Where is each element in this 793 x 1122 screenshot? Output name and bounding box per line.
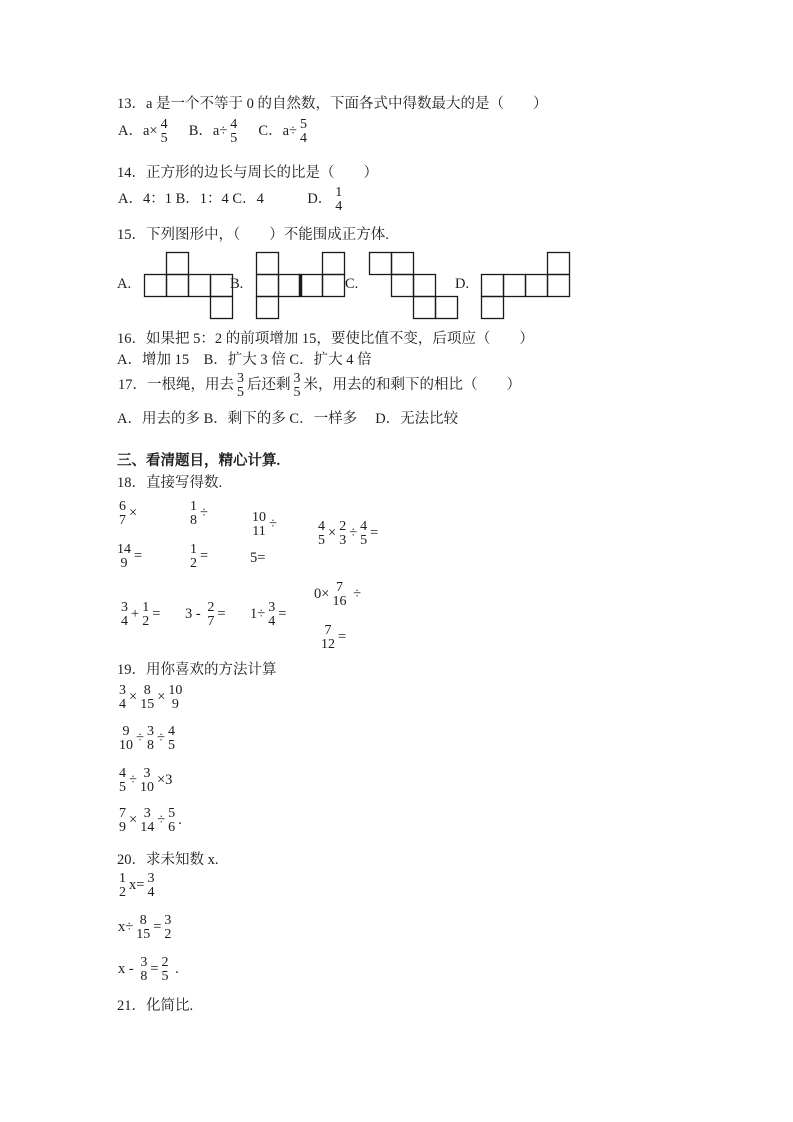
fraction-denominator: 14 — [140, 819, 155, 835]
question-13-options — [117, 118, 309, 145]
fraction — [138, 684, 156, 711]
fraction-numerator: 8 — [139, 913, 147, 928]
fraction-numerator: 9 — [122, 724, 130, 739]
math-text: + — [131, 606, 140, 622]
fraction — [117, 872, 128, 899]
fraction — [117, 725, 135, 752]
fraction — [117, 767, 128, 794]
fraction-numerator: 3 — [140, 955, 148, 970]
net-option-label-b: B. — [230, 276, 244, 292]
fraction — [117, 500, 128, 527]
net-cell — [370, 253, 392, 275]
fraction-denominator: 4 — [335, 198, 343, 214]
fraction-numerator: 10 — [168, 683, 183, 698]
q18-expression-9 — [119, 601, 161, 628]
fraction-numerator: 4 — [230, 117, 238, 132]
fraction-numerator: 4 — [119, 766, 126, 781]
fraction-denominator: 8 — [146, 737, 154, 753]
fraction-numerator: 7 — [335, 580, 343, 595]
fraction-numerator: 7 — [324, 623, 332, 638]
math-text: = — [338, 629, 347, 645]
net-option-label-d: D. — [455, 276, 470, 292]
fraction — [337, 520, 348, 547]
fraction — [117, 807, 128, 834]
question-18-title: 18．直接写得数. — [117, 475, 223, 491]
question-16-stem: 16．如果把 5：2 的前项增加 15，要使比值不变，后项应（ ） — [117, 331, 534, 347]
fraction — [266, 601, 277, 628]
fraction — [250, 511, 268, 538]
fraction — [145, 872, 156, 899]
math-text: x - — [118, 961, 138, 977]
fraction — [138, 807, 156, 834]
fraction-numerator: 3 — [119, 683, 126, 698]
fraction-numerator: 2 — [339, 519, 347, 534]
net-cell — [414, 275, 436, 297]
cube-net-diagram-b — [255, 251, 347, 321]
fraction-numerator: 4 — [360, 519, 368, 534]
fraction — [115, 543, 133, 570]
fraction — [188, 500, 199, 527]
net-cell — [301, 275, 323, 297]
question-16-options: A．增加 15 B．扩大 3 倍 C．扩大 4 倍 — [117, 352, 372, 368]
math-text: × — [129, 689, 138, 705]
math-text: = — [278, 606, 287, 622]
fraction — [117, 684, 128, 711]
fraction-denominator: 10 — [119, 737, 133, 753]
fraction-numerator: 4 — [160, 117, 168, 132]
math-text: × — [129, 505, 138, 521]
q18-expression-4 — [316, 520, 379, 547]
fraction — [188, 543, 199, 570]
fraction-numerator: 8 — [143, 683, 151, 698]
fraction-denominator: 9 — [120, 555, 128, 571]
math-text: 5= — [250, 550, 266, 566]
math-text: ÷ — [349, 586, 362, 602]
math-text: ÷ — [157, 812, 166, 828]
fraction-numerator: 4 — [167, 724, 175, 739]
fraction — [319, 624, 337, 651]
fraction-numerator: 4 — [318, 519, 325, 534]
q19-expression-4 — [117, 807, 183, 834]
net-cell — [548, 275, 570, 297]
fraction-denominator: 11 — [252, 523, 266, 539]
fraction-denominator: 5 — [293, 384, 301, 400]
math-text: ÷ — [200, 505, 208, 521]
fraction-numerator: 1 — [190, 499, 197, 514]
math-text: x= — [129, 877, 145, 893]
fraction — [138, 956, 149, 983]
math-text: ÷ — [269, 516, 277, 532]
math-text: × — [328, 525, 337, 541]
fraction — [228, 118, 239, 145]
net-cell — [392, 275, 414, 297]
q20-equation-3 — [117, 956, 180, 983]
fraction-denominator: 15 — [136, 926, 151, 942]
net-cell — [257, 253, 279, 275]
math-text: ×3 — [156, 772, 173, 788]
fraction-denominator: 12 — [321, 636, 335, 652]
math-text: = — [200, 548, 209, 564]
q19-expression-3 — [117, 767, 173, 794]
fraction-denominator: 5 — [161, 968, 169, 984]
fraction-denominator: 9 — [171, 696, 179, 712]
fraction-numerator: 7 — [119, 806, 126, 821]
fraction — [316, 520, 327, 547]
fraction — [159, 118, 170, 145]
fraction — [145, 725, 156, 752]
question-20-title: 20．求未知数 x. — [117, 852, 219, 868]
question-21-title: 21．化简比. — [117, 998, 194, 1014]
fraction-denominator: 6 — [168, 819, 176, 835]
fraction-numerator: 1 — [335, 185, 343, 200]
net-cell — [482, 297, 504, 319]
fraction — [160, 956, 171, 983]
math-text: A．4：1 B．1：4 C．4 D． — [118, 191, 333, 207]
fraction-denominator: 15 — [140, 696, 155, 712]
fraction-numerator: 3 — [147, 871, 155, 886]
fraction — [298, 118, 309, 145]
net-cell — [257, 297, 279, 319]
math-text: = — [150, 961, 159, 977]
fraction-denominator: 8 — [140, 968, 148, 984]
fraction-denominator: 4 — [121, 613, 128, 629]
fraction-denominator: 5 — [318, 532, 325, 548]
q18-expression-8 — [313, 581, 362, 608]
net-cell — [504, 275, 526, 297]
fraction — [162, 914, 173, 941]
fraction-numerator: 3 — [164, 913, 172, 928]
fraction — [166, 807, 177, 834]
fraction-denominator: 2 — [119, 884, 126, 900]
net-cell — [323, 275, 345, 297]
math-text: 3 - — [185, 606, 205, 622]
math-text: 1÷ — [250, 606, 266, 622]
fraction — [330, 581, 348, 608]
fraction-denominator: 10 — [139, 779, 154, 795]
question-14-stem: 14．正方形的边长与周长的比是（ ） — [117, 165, 378, 181]
fraction-denominator: 2 — [142, 613, 150, 629]
fraction-numerator: 2 — [207, 600, 215, 615]
cube-net-svg — [368, 251, 460, 321]
question-14-options — [117, 186, 344, 213]
q18-expression-11 — [249, 601, 287, 628]
fraction-denominator: 9 — [119, 819, 126, 835]
net-cell — [436, 297, 458, 319]
fraction-numerator: 5 — [300, 117, 307, 132]
section-3-heading: 三、看清题目，精心计算. — [117, 453, 281, 469]
fraction — [119, 601, 130, 628]
fraction-denominator: 5 — [237, 384, 244, 400]
net-cell — [189, 275, 211, 297]
cube-net-diagram-c — [368, 251, 460, 321]
fraction — [140, 601, 151, 628]
cube-net-svg — [143, 251, 235, 321]
cube-net-svg — [480, 251, 572, 321]
fraction-denominator: 7 — [119, 512, 126, 528]
fraction-numerator: 3 — [268, 600, 276, 615]
question-13-stem: 13．a 是一个不等于 0 的自然数，下面各式中得数最大的是（ ） — [117, 96, 548, 112]
q19-expression-1 — [117, 684, 184, 711]
fraction-numerator: 1 — [190, 542, 197, 557]
fraction-numerator: 3 — [121, 600, 128, 615]
net-cell — [526, 275, 548, 297]
fraction — [166, 684, 184, 711]
fraction — [166, 725, 177, 752]
net-cell — [167, 275, 189, 297]
q18-expression-10 — [184, 601, 227, 628]
math-text: = — [370, 525, 379, 541]
fraction-denominator: 4 — [300, 130, 307, 146]
q18-expression-12 — [319, 624, 347, 651]
q18-expression-7 — [249, 549, 266, 568]
fraction-numerator: 10 — [252, 510, 266, 525]
question-17-options: A．用去的多 B．剩下的多 C．一样多 D．无法比较 — [117, 411, 459, 427]
net-cell — [211, 297, 233, 319]
math-text: = — [152, 606, 161, 622]
q18-expression-3 — [250, 511, 278, 538]
net-cell — [257, 275, 279, 297]
fraction-numerator: 3 — [293, 371, 301, 386]
fraction — [292, 372, 303, 399]
q18-expression-6 — [188, 543, 209, 570]
fraction — [138, 767, 156, 794]
math-text: 17．一根绳，用去 — [118, 377, 234, 393]
fraction-denominator: 8 — [190, 512, 197, 528]
fraction-numerator: 3 — [143, 806, 151, 821]
fraction-denominator: 5 — [360, 532, 368, 548]
net-cell — [392, 253, 414, 275]
fraction-numerator: 1 — [142, 600, 150, 615]
q20-equation-2 — [117, 914, 173, 941]
fraction-numerator: 5 — [168, 806, 176, 821]
fraction-denominator: 2 — [190, 555, 197, 571]
fraction-denominator: 5 — [160, 130, 168, 146]
fraction-denominator: 2 — [164, 926, 172, 942]
fraction-denominator: 3 — [339, 532, 347, 548]
net-cell — [145, 275, 167, 297]
fraction — [333, 186, 344, 213]
fraction — [205, 601, 216, 628]
net-cell — [167, 253, 189, 275]
math-text: × — [157, 689, 166, 705]
math-text: = — [217, 606, 226, 622]
math-text: × — [129, 812, 138, 828]
question-17-stem — [117, 372, 522, 399]
question-15-stem: 15．下列图形中，（ ）不能围成正方体. — [117, 227, 389, 243]
fraction-numerator: 14 — [117, 542, 131, 557]
net-cell — [323, 253, 345, 275]
math-text: x÷ — [118, 919, 134, 935]
cube-net-svg — [255, 251, 347, 321]
math-text: ÷ — [156, 730, 165, 746]
net-cell — [414, 297, 436, 319]
math-text: = — [134, 548, 143, 564]
math-text: = — [153, 919, 162, 935]
fraction-denominator: 4 — [119, 696, 126, 712]
q19-expression-2 — [117, 725, 177, 752]
net-cell — [279, 275, 301, 297]
net-option-label-a: A. — [117, 276, 132, 292]
fraction-numerator: 2 — [161, 955, 169, 970]
fraction — [235, 372, 246, 399]
math-text: ÷ — [349, 525, 358, 541]
math-text: 后还剩 — [247, 377, 291, 393]
math-text: A．a× — [118, 123, 158, 139]
fraction-numerator: 3 — [237, 371, 244, 386]
q18-expression-1 — [117, 500, 138, 527]
fraction-denominator: 4 — [268, 613, 276, 629]
fraction-denominator: 5 — [230, 130, 238, 146]
net-option-label-c: C. — [345, 276, 359, 292]
fraction — [358, 520, 369, 547]
q20-equation-1 — [117, 872, 156, 899]
net-cell — [548, 253, 570, 275]
math-text: ÷ — [136, 730, 144, 746]
net-cell — [482, 275, 504, 297]
math-text: C．a÷ — [240, 123, 297, 139]
fraction-denominator: 16 — [332, 593, 347, 609]
fraction-numerator: 1 — [119, 871, 126, 886]
fraction-denominator: 5 — [167, 737, 175, 753]
math-text: . — [178, 812, 182, 828]
fraction-denominator: 4 — [147, 884, 155, 900]
cube-net-diagram-d — [480, 251, 572, 321]
math-text: 0× — [314, 586, 330, 602]
fraction-denominator: 7 — [207, 613, 215, 629]
math-text: B．a÷ — [170, 123, 228, 139]
question-19-title: 19．用你喜欢的方法计算 — [117, 662, 277, 678]
math-text: . — [171, 961, 179, 977]
math-text: ÷ — [129, 772, 137, 788]
fraction-numerator: 3 — [146, 724, 154, 739]
fraction — [134, 914, 152, 941]
fraction-denominator: 5 — [119, 779, 126, 795]
fraction-numerator: 3 — [143, 766, 151, 781]
q18-expression-5 — [115, 543, 143, 570]
q18-expression-2 — [188, 500, 209, 527]
cube-net-diagram-a — [143, 251, 235, 321]
math-text: 米，用去的和剩下的相比（ ） — [303, 377, 521, 393]
fraction-numerator: 6 — [119, 499, 126, 514]
